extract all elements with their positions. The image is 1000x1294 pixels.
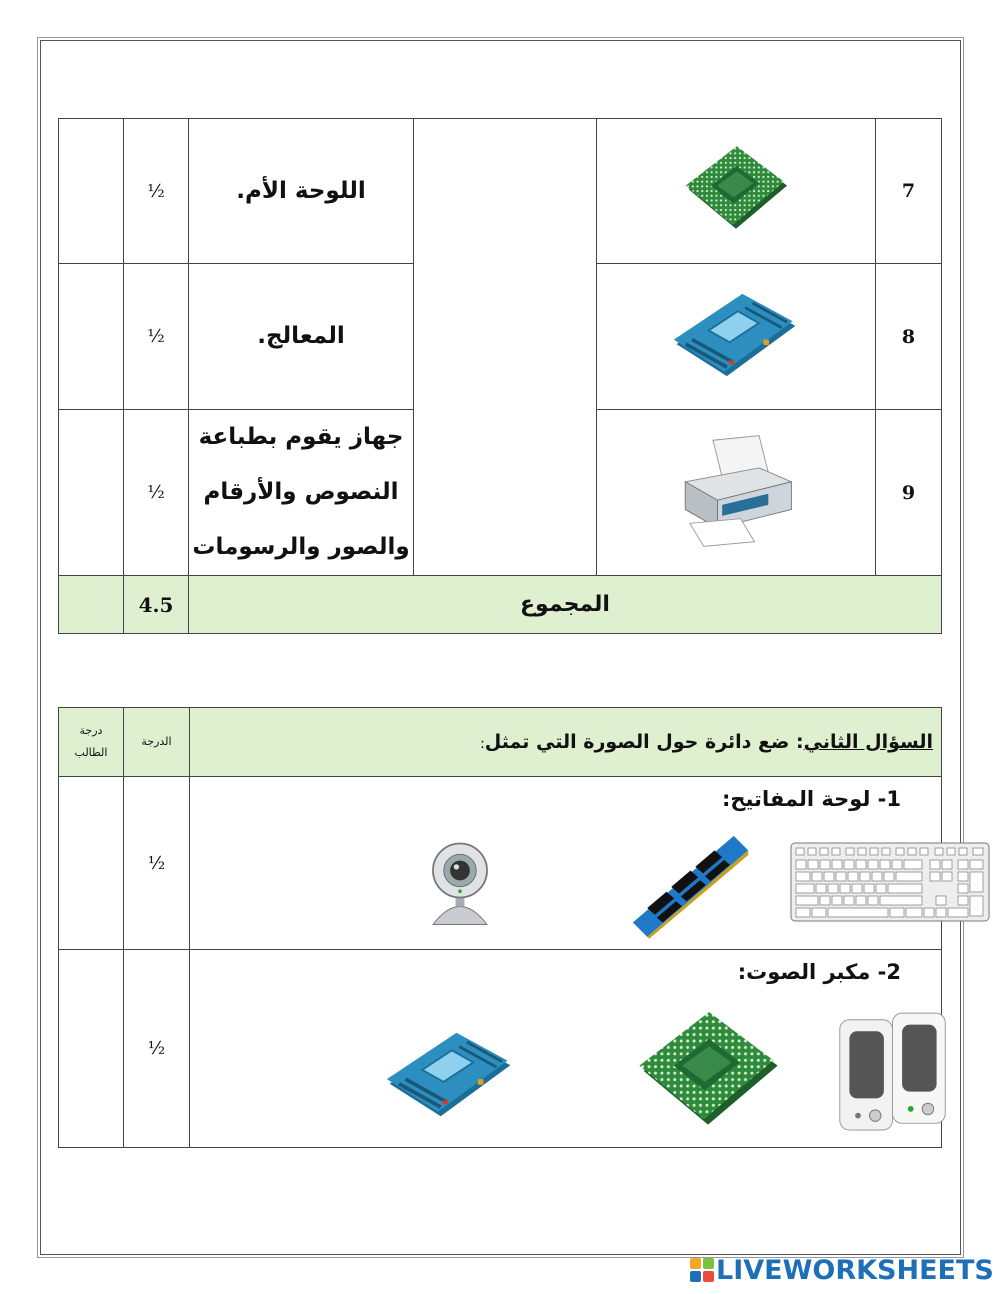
score-cell: ½ bbox=[124, 410, 189, 576]
image-cell bbox=[597, 119, 876, 264]
total-label: المجموع bbox=[189, 576, 942, 634]
student-score-cell[interactable] bbox=[59, 119, 124, 264]
question-instruction: : ضع دائرة حول الصورة التي تمثل bbox=[484, 731, 804, 753]
image-cell bbox=[597, 410, 876, 576]
score-cell: ½ bbox=[124, 119, 189, 264]
image-cell bbox=[597, 264, 876, 410]
webcam-icon[interactable] bbox=[415, 839, 505, 929]
answer-line: المعالج. bbox=[257, 323, 345, 349]
student-score-cell[interactable] bbox=[59, 777, 124, 950]
cpu-icon[interactable] bbox=[633, 1012, 783, 1130]
student-header-line: درجة bbox=[79, 724, 103, 737]
question-title bbox=[190, 708, 942, 777]
motherboard-icon bbox=[672, 289, 800, 381]
question-item-row bbox=[59, 777, 942, 950]
question-title-colon: : bbox=[480, 736, 485, 752]
item-label: 2- مكبر الصوت: bbox=[737, 960, 901, 984]
matching-table bbox=[58, 118, 942, 634]
student-score-cell[interactable] bbox=[59, 410, 124, 576]
answer-cell bbox=[189, 264, 414, 410]
student-total-cell[interactable] bbox=[59, 576, 124, 634]
student-score-header bbox=[59, 708, 124, 777]
circle-question-table bbox=[58, 707, 942, 1148]
question-number: السؤال الثاني bbox=[803, 731, 933, 753]
row-number: 7 bbox=[876, 119, 942, 264]
total-row bbox=[59, 576, 942, 634]
speakers-icon[interactable] bbox=[835, 1005, 950, 1140]
score-cell: ½ bbox=[124, 950, 190, 1148]
answer-cell bbox=[189, 410, 414, 576]
question-header-row bbox=[59, 708, 942, 777]
logo-text: LIVEWORKSHEETS bbox=[716, 1254, 994, 1286]
motherboard-icon[interactable] bbox=[385, 1028, 515, 1121]
answer-line: والصور والرسومات bbox=[192, 534, 410, 560]
total-score: 4.5 bbox=[124, 576, 189, 634]
ram-icon[interactable] bbox=[628, 829, 753, 939]
row-number: 8 bbox=[876, 264, 942, 410]
item-cell bbox=[190, 777, 942, 950]
student-score-cell[interactable] bbox=[59, 950, 124, 1148]
item-cell bbox=[190, 950, 942, 1148]
answer-line: النصوص والأرقام bbox=[203, 479, 399, 505]
score-header: الدرجة bbox=[124, 708, 190, 777]
answer-line: جهاز يقوم بطباعة bbox=[198, 424, 404, 450]
score-cell: ½ bbox=[124, 777, 190, 950]
question-item-row bbox=[59, 950, 942, 1148]
keyboard-icon[interactable] bbox=[790, 842, 990, 922]
answer-line: اللوحة الأم. bbox=[236, 177, 366, 204]
cpu-icon bbox=[681, 146, 791, 233]
score-cell: ½ bbox=[124, 264, 189, 410]
printer-icon bbox=[676, 431, 796, 551]
row-number: 9 bbox=[876, 410, 942, 576]
student-score-cell[interactable] bbox=[59, 264, 124, 410]
student-header-line: الطالب bbox=[74, 746, 108, 759]
liveworksheets-logo bbox=[690, 1255, 994, 1285]
table-row bbox=[59, 119, 942, 264]
logo-mark-icon bbox=[690, 1258, 714, 1282]
drop-zone-column[interactable] bbox=[414, 119, 597, 576]
answer-cell bbox=[189, 119, 414, 264]
item-label: 1- لوحة المفاتيح: bbox=[721, 787, 901, 811]
